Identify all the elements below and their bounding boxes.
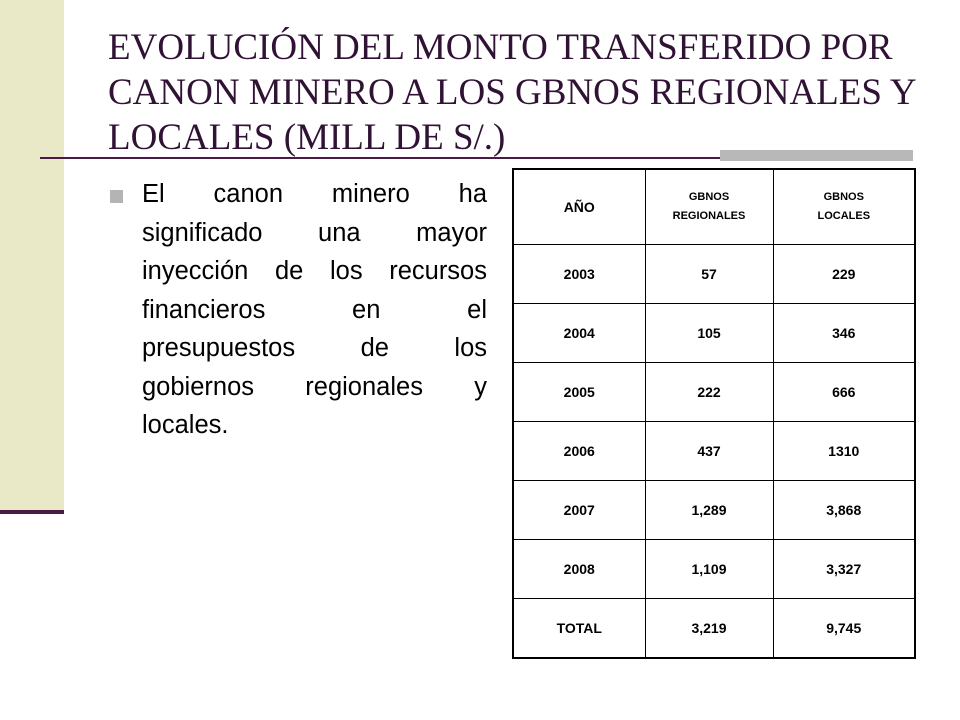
cell-regional: 437	[645, 422, 773, 481]
table-row	[513, 481, 915, 540]
cell-local: 229	[773, 245, 915, 304]
cell-local: 346	[773, 304, 915, 363]
cell-year: 2005	[513, 363, 645, 422]
table-header-row	[513, 169, 915, 245]
cell-year: 2007	[513, 481, 645, 540]
cell-total-label: TOTAL	[513, 599, 645, 659]
cell-total-regional: 3,219	[645, 599, 773, 659]
cell-local: 666	[773, 363, 915, 422]
table-row	[513, 540, 915, 599]
cell-local: 3,327	[773, 540, 915, 599]
bullet-text: El canon minero ha significado una mayor inyección de los recursos financieros en el presupuestos de los gobiernos regionales y locales.	[142, 180, 487, 439]
side-bar-rule	[0, 510, 64, 514]
cell-year: 2008	[513, 540, 645, 599]
table-row	[513, 245, 915, 304]
table-row	[513, 422, 915, 481]
table-row	[513, 363, 915, 422]
cell-total-local: 9,745	[773, 599, 915, 659]
cell-regional: 1,109	[645, 540, 773, 599]
cell-local: 1310	[773, 422, 915, 481]
table-total-row	[513, 599, 915, 659]
cell-regional: 57	[645, 245, 773, 304]
cell-local: 3,868	[773, 481, 915, 540]
cell-year: 2006	[513, 422, 645, 481]
canon-transfer-table	[512, 168, 916, 659]
slide-title: EVOLUCIÓN DEL MONTO TRANSFERIDO POR CANON MINERO A LOS GBNOS REGIONALES Y LOCALES (MILL DE S/.)	[108, 27, 916, 158]
header-year: AÑO	[513, 169, 645, 245]
cell-year: 2004	[513, 304, 645, 363]
table-row	[513, 304, 915, 363]
cell-regional: 105	[645, 304, 773, 363]
bullet-square-icon	[110, 190, 123, 203]
cell-year: 2003	[513, 245, 645, 304]
cell-regional: 222	[645, 363, 773, 422]
decorative-side-bar	[0, 0, 64, 512]
cell-regional: 1,289	[645, 481, 773, 540]
header-regional-governments: GBNOS REGIONALES	[645, 169, 773, 245]
header-local-governments: GBNOS LOCALES	[773, 169, 915, 245]
